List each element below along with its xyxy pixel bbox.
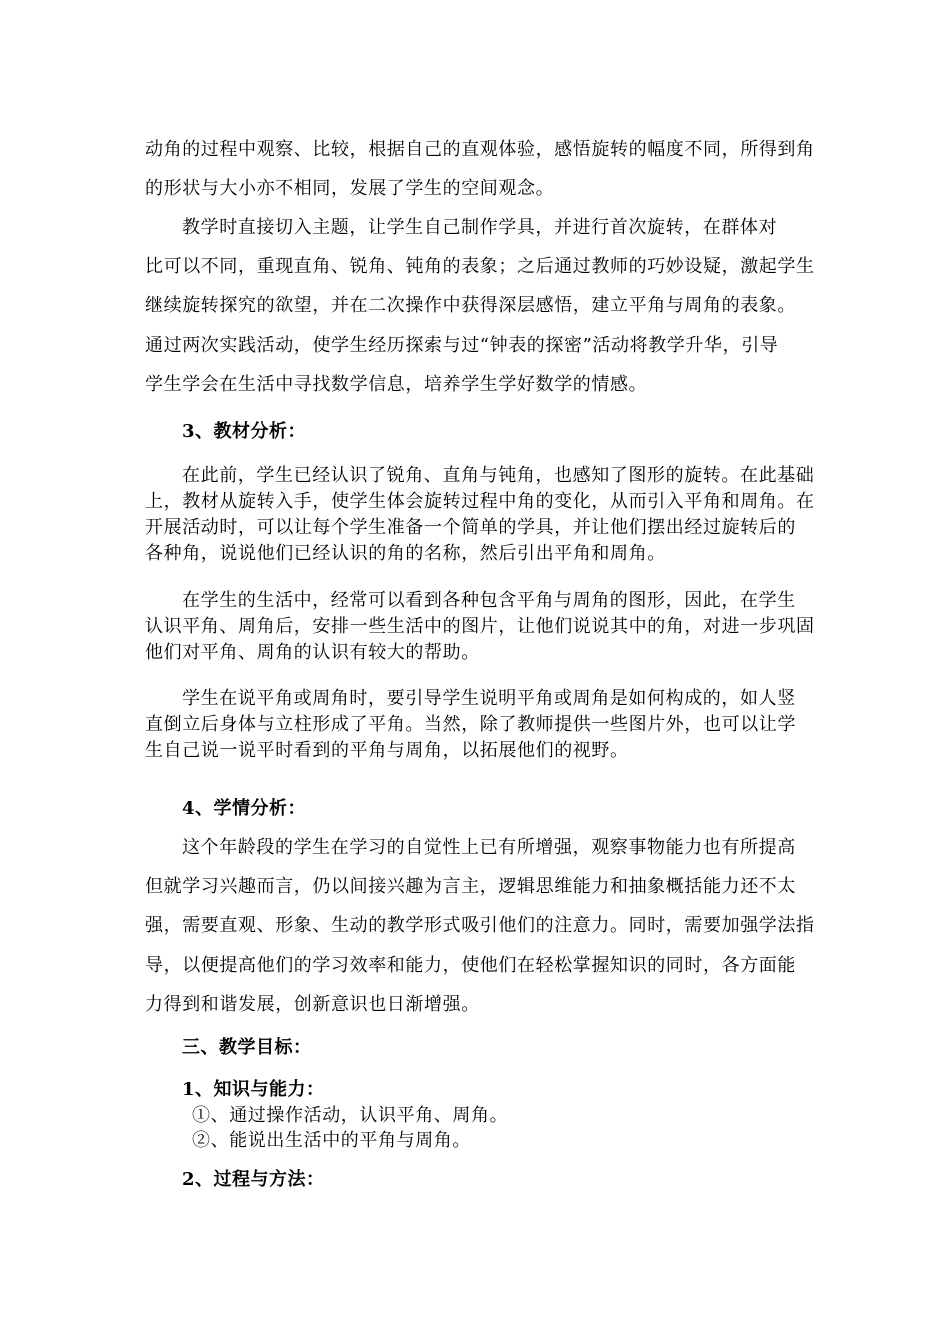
paragraph-line: 他们对平角、周角的认识有较大的帮助。 — [145, 642, 480, 663]
paragraph-line: 学生学会在生活中寻找数学信息，培养学生学好数学的情感。 — [145, 374, 648, 395]
paragraph-line: 通过两次实践活动，使学生经历探索与过“钟表的探密”活动将教学升华，引导 — [145, 335, 779, 356]
paragraph-line: 在此前，学生已经认识了锐角、直角与钝角，也感知了图形的旋转。在此基础 — [182, 465, 815, 486]
paragraph-line: 继续旋转探究的欲望，并在二次操作中获得深层感悟，建立平角与周角的表象。 — [145, 295, 796, 316]
paragraph-line: 比可以不同，重现直角、锐角、钝角的表象；之后通过教师的巧妙设疑，激起学生 — [145, 256, 815, 277]
paragraph-line: 上，教材从旋转入手，使学生体会旋转过程中角的变化，从而引入平角和周角。在 — [145, 491, 815, 512]
section-heading: 3、教材分析： — [182, 421, 307, 442]
paragraph-line: 的形状与大小亦不相同，发展了学生的空间观念。 — [145, 178, 555, 199]
subsection-heading: 1、知识与能力： — [182, 1079, 325, 1100]
paragraph-line: 教学时直接切入主题，让学生自己制作学具，并进行首次旋转，在群体对 — [182, 217, 778, 238]
paragraph-line: 认识平角、周角后，安排一些生活中的图片，让他们说说其中的角，对进一步巩固 — [145, 616, 815, 637]
paragraph-line: 但就学习兴趣而言，仍以间接兴趣为言主，逻辑思维能力和抽象概括能力还不太 — [145, 876, 796, 897]
section-heading: 4、学情分析： — [182, 798, 307, 819]
list-item: ②、能说出生活中的平角与周角。 — [192, 1130, 471, 1151]
paragraph-line: 直倒立后身体与立柱形成了平角。当然，除了教师提供一些图片外，也可以让学 — [145, 714, 796, 735]
paragraph-line: 学生在说平角或周角时，要引导学生说明平角或周角是如何构成的，如人竖 — [182, 688, 796, 709]
list-item: ①、通过操作活动，认识平角、周角。 — [192, 1105, 509, 1126]
paragraph-line: 动角的过程中观察、比较，根据自己的直观体验，感悟旋转的幅度不同，所得到角 — [145, 139, 815, 160]
paragraph-line: 这个年龄段的学生在学习的自觉性上已有所增强，观察事物能力也有所提高 — [182, 837, 796, 858]
paragraph-line: 各种角，说说他们已经认识的角的名称，然后引出平角和周角。 — [145, 543, 666, 564]
paragraph-line: 开展活动时，可以让每个学生准备一个简单的学具，并让他们摆出经过旋转后的 — [145, 517, 796, 538]
paragraph-line: 强，需要直观、形象、生动的教学形式吸引他们的注意力。同时，需要加强学法指 — [145, 915, 815, 936]
paragraph-line: 力得到和谐发展，创新意识也日渐增强。 — [145, 994, 480, 1015]
paragraph-line: 生自己说一说平时看到的平角与周角，以拓展他们的视野。 — [145, 740, 629, 761]
paragraph-line: 在学生的生活中，经常可以看到各种包含平角与周角的图形，因此，在学生 — [182, 590, 796, 611]
subsection-heading: 2、过程与方法： — [182, 1169, 325, 1190]
paragraph-line: 导，以便提高他们的学习效率和能力，使他们在轻松掌握知识的同时，各方面能 — [145, 955, 796, 976]
section-heading: 三、教学目标： — [182, 1037, 312, 1058]
